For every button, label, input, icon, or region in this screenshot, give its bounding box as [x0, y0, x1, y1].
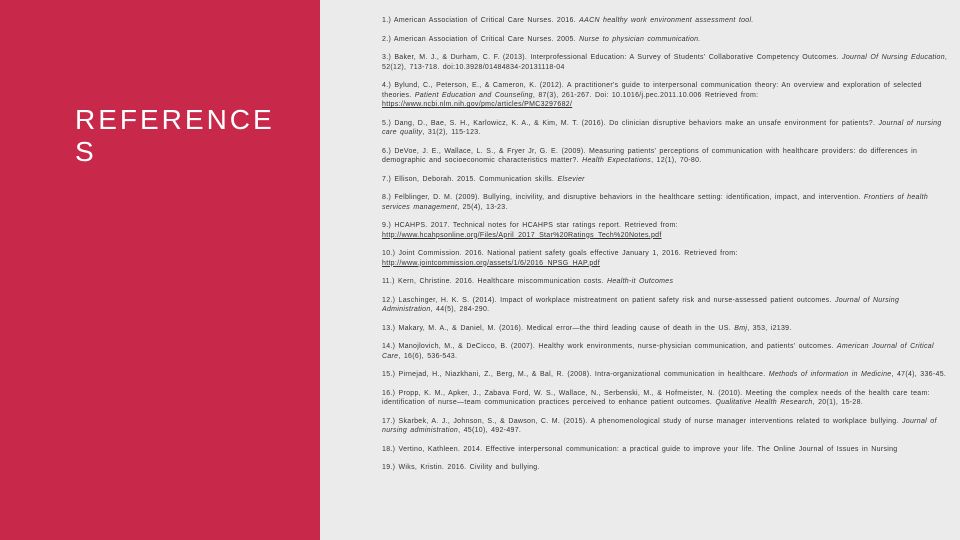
reference-details: , 44(5), 284-290. [430, 306, 490, 313]
reference-details: , 12(1), 70-80. [651, 157, 702, 164]
reference-text: 3.) Baker, M. J., & Durham, C. F. (2013). Interprofessional Education: A Survey of Students' Collaborative Competency Outcomes. [382, 54, 843, 61]
reference-spacer [382, 138, 952, 147]
reference-item [382, 221, 952, 240]
reference-details: , 20(1), 15-28. [812, 399, 864, 406]
reference-spacer [382, 212, 952, 221]
reference-item [382, 35, 952, 45]
reference-details: , 31(2), 115-123. [422, 129, 481, 136]
reference-link[interactable]: http://www.jointcommission.org/assets/1/6/2016_NPSG_HAP.pdf [382, 259, 600, 267]
reference-details: , 25(4), 13-23. [457, 203, 508, 211]
reference-spacer [382, 110, 952, 119]
reference-text: 10.) Joint Commission. 2016. National patient safety goals effective January 1, 2016. Retrieved from: [382, 250, 738, 257]
reference-source: Methods of information in Medicine [768, 371, 892, 378]
reference-spacer [382, 333, 952, 342]
reference-spacer [382, 454, 952, 463]
reference-source: Journal Of Nursing Education [842, 54, 945, 61]
reference-source: Health-it Outcomes [606, 278, 674, 285]
reference-spacer [382, 361, 952, 370]
reference-item [382, 277, 952, 287]
reference-spacer [382, 26, 952, 35]
reference-text: 13.) Makary, M. A., & Daniel, M. (2016). Medical error—the third leading cause of death in the US. [382, 324, 735, 332]
reference-source: AACN healthy work environment assessment tool. [579, 17, 754, 24]
reference-link[interactable]: https://www.ncbi.nlm.nih.gov/pmc/articles/PMC3297682/ [382, 101, 573, 108]
reference-text: 7.) Ellison, Deborah. 2015. Communication skills. [382, 175, 558, 183]
reference-spacer [382, 72, 952, 81]
reference-source: Bmj [734, 324, 748, 332]
reference-text: 15.) Pirnejad, H., Niazkhani, Z., Berg, M., & Bal, R. (2008). Intra-organizational communication in healthcare. [382, 371, 769, 378]
reference-link[interactable]: http://www.hcahpsonline.org/Files/April_2017_Star%20Ratings_Tech%20Notes.pdf [382, 231, 662, 239]
reference-item [382, 389, 952, 408]
reference-text: 12.) Laschinger, H. K. S. (2014). Impact of workplace mistreatment on patient safety risk and nurse-assessed patient outcomes. [382, 296, 835, 304]
reference-details: , 87(3), 261-267. Doi: 10.1016/j.pec.2011.10.006 Retrieved from: [532, 91, 759, 99]
reference-details: , 16(6), 536-543. [398, 352, 458, 360]
reference-item [382, 193, 952, 212]
reference-source: Frontiers of health services management [382, 194, 929, 211]
reference-text: 14.) Manojlovich, M., & DeCicco, B. (2007). Healthy work environments, nurse-physician communication, and patients' outcomes. [382, 343, 837, 350]
reference-source: Journal of nursing administration [382, 417, 937, 434]
reference-source: Nurse to physician communication. [579, 35, 701, 43]
reference-spacer [382, 315, 952, 324]
reference-item [382, 324, 952, 334]
reference-text: 1.) American Association of Critical Care Nurses. 2016. [382, 17, 580, 24]
reference-source: Journal of nursing care quality [382, 119, 942, 136]
reference-text: 11.) Kern, Christine. 2016. Healthcare miscommunication costs. [382, 278, 607, 285]
reference-spacer [382, 44, 952, 53]
reference-item [382, 147, 952, 166]
references-list [382, 16, 952, 473]
reference-spacer [382, 287, 952, 296]
reference-details: , 45(10), 492-497. [458, 427, 522, 434]
reference-item [382, 296, 952, 315]
reference-text: 18.) Vertino, Kathleen. 2014. Effective interpersonal communication: a practical guide to improve your life. The Online Journal of Issues in Nursing [382, 445, 898, 453]
reference-item [382, 342, 952, 361]
reference-text: 6.) DeVoe, J. E., Wallace, L. S., & Fryer Jr, G. E. (2009). Measuring patients' perceptions of communication with healthcare providers: do differences in demographic and socioeconomic characteristics matter?. [382, 147, 918, 164]
reference-spacer [382, 436, 952, 445]
reference-spacer [382, 268, 952, 277]
reference-item [382, 53, 952, 72]
reference-details: , 47(4), 336-45. [891, 371, 947, 378]
reference-spacer [382, 380, 952, 389]
reference-item [382, 463, 952, 473]
reference-item [382, 417, 952, 436]
reference-item [382, 370, 952, 380]
reference-text: 16.) Propp, K. M., Apker, J., Zabava Ford, W. S., Wallace, N., Serbenski, M., & Hofmeister, N. (2010). Meeting the complex needs of the health care team: identification of nurse—team communication practices perceived to enhance patient outcomes. [382, 389, 930, 406]
reference-details: , 52(12), 713-718. doi:10.3928/01484834-20131118-04 [382, 54, 948, 71]
reference-source: Journal of Nursing Administration [382, 296, 900, 313]
reference-source: Qualitative Health Research [715, 399, 813, 406]
reference-text: 5.) Dang, D., Bae, S. H., Karlowicz, K. A., & Kim, M. T. (2016). Do clinician disruptive behaviors make an unsafe environment for patients?. [382, 119, 879, 127]
slide-title: REFERENCES [75, 104, 275, 167]
reference-source: Elsevier [557, 175, 585, 183]
reference-source: Patient Education and Counseling [414, 91, 533, 99]
reference-spacer [382, 240, 952, 249]
reference-spacer [382, 408, 952, 417]
reference-text: 9.) HCAHPS. 2017. Technical notes for HCAHPS star ratings report. Retrieved from: [382, 222, 678, 229]
reference-text: 2.) American Association of Critical Care Nurses. 2005. [382, 35, 580, 43]
reference-text: 8.) Felblinger, D. M. (2009). Bullying, incivility, and disruptive behaviors in the healthcare setting: identification, impact, and intervention. [382, 194, 864, 201]
reference-item [382, 119, 952, 138]
reference-text: 17.) Skarbek, A. J., Johnson, S., & Dawson, C. M. (2015). A phenomenological study of nurse manager interventions related to workplace bullying. [382, 417, 902, 425]
reference-item [382, 16, 952, 26]
reference-text: 19.) Wiks, Kristin. 2016. Civility and bullying. [382, 464, 540, 471]
reference-item [382, 175, 952, 185]
reference-source: Health Expectations [582, 157, 652, 164]
reference-item [382, 445, 952, 455]
reference-item [382, 249, 952, 268]
reference-spacer [382, 166, 952, 175]
reference-spacer [382, 184, 952, 193]
reference-details: , 353, i2139. [747, 324, 792, 332]
reference-text: 4.) Bylund, C., Peterson, E., & Cameron, K. (2012). A practitioner's guide to interpersonal communication theory: An overview and exploration of selected theories. [382, 82, 922, 99]
reference-item [382, 81, 952, 110]
title-panel [0, 0, 320, 540]
reference-source: American Journal of Critical Care [382, 343, 934, 360]
